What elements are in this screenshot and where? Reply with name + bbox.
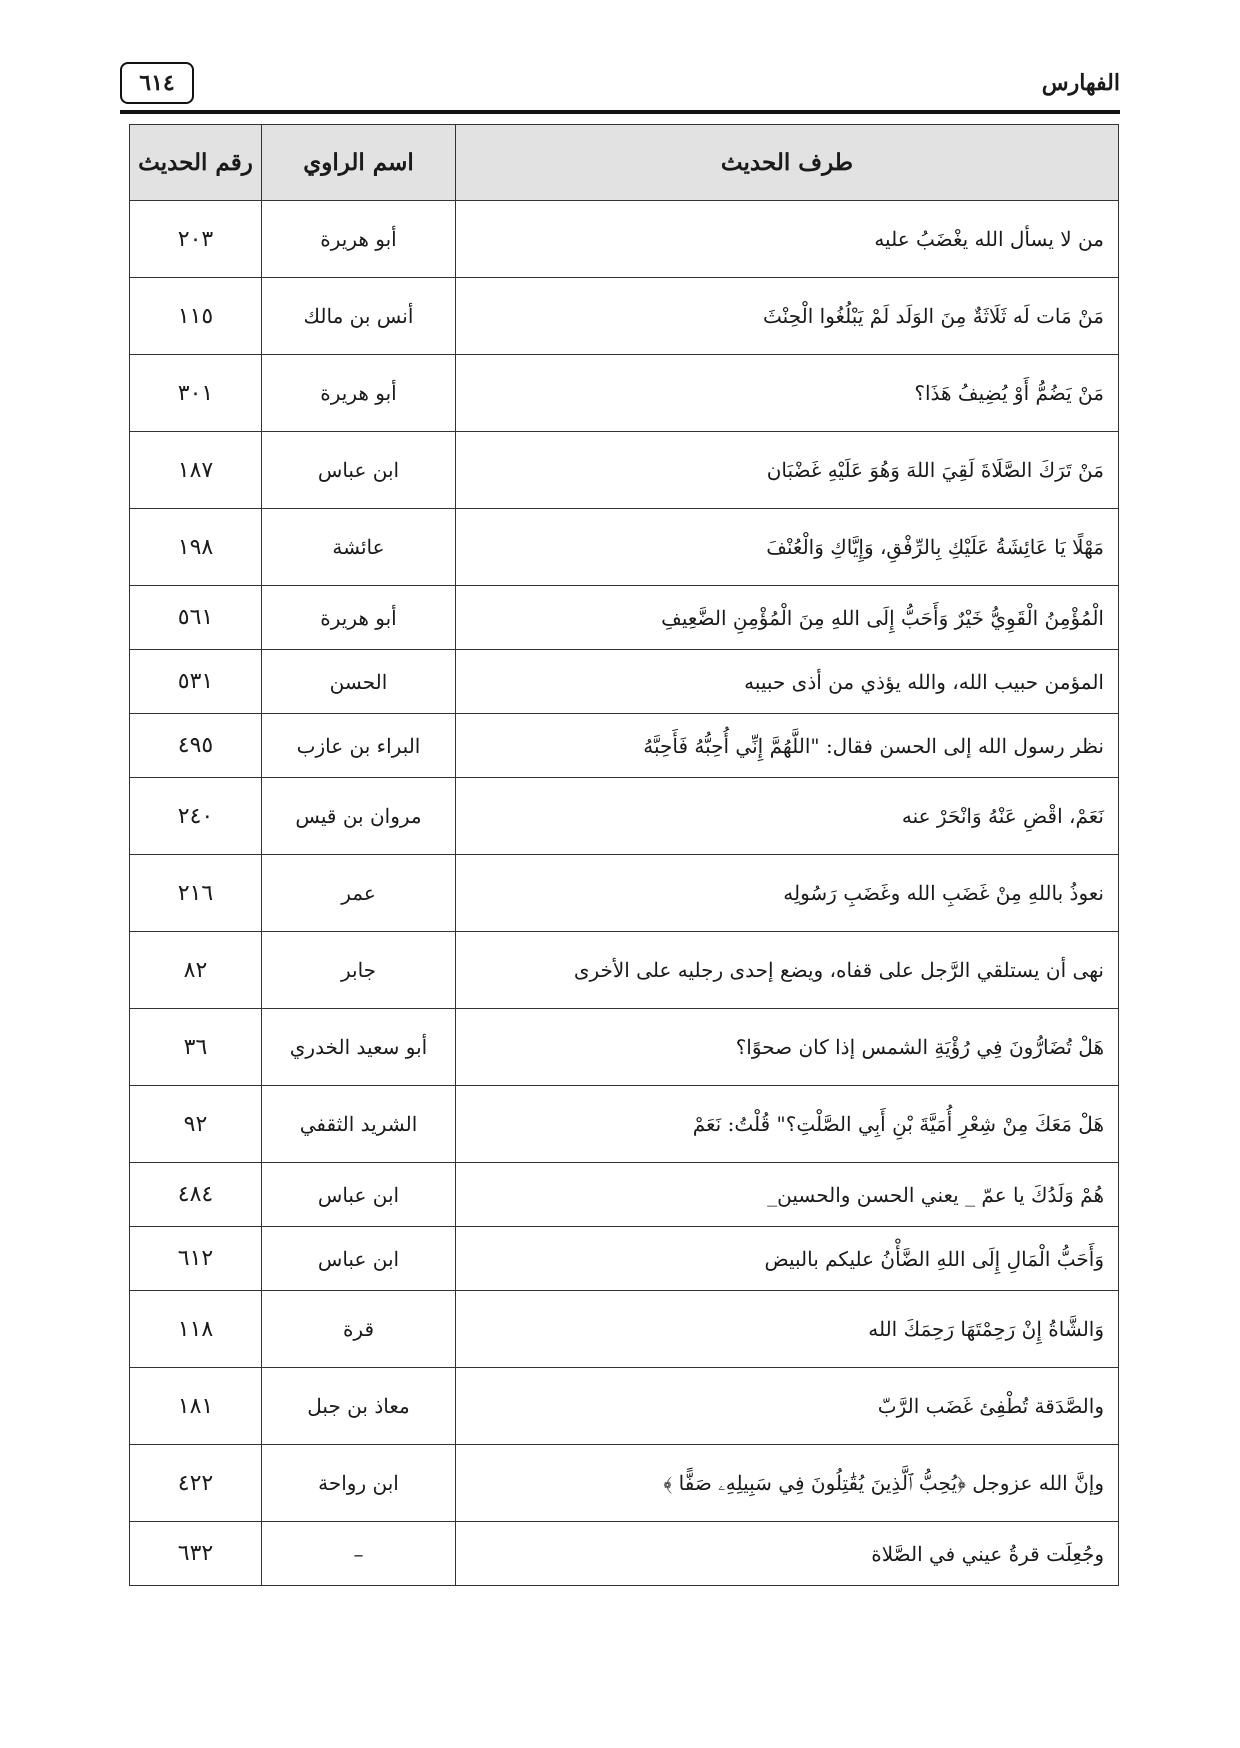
table-row — [130, 1227, 1119, 1291]
page-number: ٦١٤ — [120, 62, 194, 104]
hadith-number-cell: ٢٤٠ — [130, 778, 262, 855]
hadith-text-cell: نعوذُ باللهِ مِنْ غَضَبِ الله وغَضَبِ رَسُولِه — [456, 855, 1119, 932]
table-row — [130, 855, 1119, 932]
hadith-text-cell: مَنْ يَضُمُّ أَوْ يُضِيفُ هَذَا؟ — [456, 355, 1119, 432]
hadith-text-cell: هَلْ تُضَارُّونَ فِي رُؤْيَةِ الشمس إذا كان صحوًا؟ — [456, 1009, 1119, 1086]
hadith-number-cell: ٥٣١ — [130, 650, 262, 714]
table-row — [130, 650, 1119, 714]
column-header-narrator: اسم الراوي — [262, 125, 456, 201]
hadith-text-cell: وَالشَّاةُ إِنْ رَحِمْتَهَا رَحِمَكَ الله — [456, 1291, 1119, 1368]
table-row — [130, 932, 1119, 1009]
column-header-hadith-text: طرف الحديث — [456, 125, 1119, 201]
hadith-number-cell: ١١٥ — [130, 278, 262, 355]
hadith-number-cell: ٣٠١ — [130, 355, 262, 432]
hadith-text-cell: وَأَحَبُّ الْمَالِ إِلَى اللهِ الضَّأْنُ عليكم بالبيض — [456, 1227, 1119, 1291]
hadith-text-cell: مَهْلًا يَا عَائِشَةُ عَلَيْكِ بِالرِّفْقِ، وَإِيَّاكِ وَالْعُنْفَ — [456, 509, 1119, 586]
table-row — [130, 1009, 1119, 1086]
hadith-number-cell: ٤٢٢ — [130, 1445, 262, 1522]
page-header — [120, 62, 1120, 108]
section-title: الفهارس — [1041, 70, 1120, 96]
narrator-cell: عائشة — [262, 509, 456, 586]
narrator-cell: ابن رواحة — [262, 1445, 456, 1522]
hadith-text-cell: مَنْ مَات لَه ثَلَاثَةٌ مِنَ الوَلَد لَمْ يَبْلُغُوا الْحِنْثَ — [456, 278, 1119, 355]
table-row — [130, 1291, 1119, 1368]
hadith-text-cell: وإنَّ الله عزوجل ﴿يُحِبُّ ٱلَّذِينَ يُقَٰتِلُونَ فِي سَبِيلِهِۦ صَفًّا ﴾ — [456, 1445, 1119, 1522]
table-row — [130, 1368, 1119, 1445]
narrator-cell: – — [262, 1522, 456, 1586]
hadith-number-cell: ٥٦١ — [130, 586, 262, 650]
narrator-cell: مروان بن قيس — [262, 778, 456, 855]
narrator-cell: أنس بن مالك — [262, 278, 456, 355]
narrator-cell: ابن عباس — [262, 1227, 456, 1291]
table-header-row — [130, 125, 1119, 201]
narrator-cell: معاذ بن جبل — [262, 1368, 456, 1445]
narrator-cell: أبو هريرة — [262, 586, 456, 650]
table-row — [130, 714, 1119, 778]
hadith-number-cell: ١٩٨ — [130, 509, 262, 586]
column-header-hadith-number: رقم الحديث — [130, 125, 262, 201]
narrator-cell: ابن عباس — [262, 432, 456, 509]
hadith-text-cell: نظر رسول الله إلى الحسن فقال: "اللَّهُمَّ إِنِّي أُحِبُّهُ فَأَحِبَّهُ — [456, 714, 1119, 778]
hadith-text-cell: هُمْ وَلَدُكَ يا عمّ _ يعني الحسن والحسين_ — [456, 1163, 1119, 1227]
hadith-index-table — [129, 124, 1119, 1586]
hadith-text-cell: وجُعِلَت قرةُ عيني في الصَّلاة — [456, 1522, 1119, 1586]
narrator-cell: البراء بن عازب — [262, 714, 456, 778]
table-row — [130, 1086, 1119, 1163]
header-divider — [120, 110, 1120, 114]
hadith-number-cell: ٩٢ — [130, 1086, 262, 1163]
narrator-cell: أبو هريرة — [262, 355, 456, 432]
narrator-cell: الحسن — [262, 650, 456, 714]
narrator-cell: ابن عباس — [262, 1163, 456, 1227]
narrator-cell: أبو هريرة — [262, 201, 456, 278]
narrator-cell: جابر — [262, 932, 456, 1009]
hadith-text-cell: نَعَمْ، اقْضِ عَنْهُ وَانْحَرْ عنه — [456, 778, 1119, 855]
table-row — [130, 432, 1119, 509]
hadith-number-cell: ٨٢ — [130, 932, 262, 1009]
narrator-cell: الشريد الثقفي — [262, 1086, 456, 1163]
narrator-cell: أبو سعيد الخدري — [262, 1009, 456, 1086]
narrator-cell: قرة — [262, 1291, 456, 1368]
hadith-number-cell: ١١٨ — [130, 1291, 262, 1368]
table-body — [130, 201, 1119, 1586]
table-row — [130, 355, 1119, 432]
table-row — [130, 586, 1119, 650]
hadith-text-cell: من لا يسأل الله يغْضَبُ عليه — [456, 201, 1119, 278]
table-row — [130, 201, 1119, 278]
table-row — [130, 778, 1119, 855]
hadith-number-cell: ٣٦ — [130, 1009, 262, 1086]
table-row — [130, 1445, 1119, 1522]
hadith-text-cell: المؤمن حبيب الله، والله يؤذي من أذى حبيبه — [456, 650, 1119, 714]
hadith-number-cell: ٦٣٢ — [130, 1522, 262, 1586]
narrator-cell: عمر — [262, 855, 456, 932]
hadith-text-cell: والصَّدَقة تُطْفِئ غَضَب الرَّبّ — [456, 1368, 1119, 1445]
table-row — [130, 1522, 1119, 1586]
hadith-text-cell: هَلْ مَعَكَ مِنْ شِعْرِ أُمَيَّةَ بْنِ أَبِي الصَّلْتِ؟" قُلْتُ: نَعَمْ — [456, 1086, 1119, 1163]
table-row — [130, 278, 1119, 355]
hadith-number-cell: ٤٨٤ — [130, 1163, 262, 1227]
hadith-text-cell: نهى أن يستلقي الرَّجل على قفاه، ويضع إحدى رجليه على الأخرى — [456, 932, 1119, 1009]
hadith-text-cell: الْمُؤْمِنُ الْقَوِيُّ خَيْرٌ وَأَحَبُّ إِلَى اللهِ مِنَ الْمُؤْمِنِ الضَّعِيفِ — [456, 586, 1119, 650]
hadith-number-cell: ٢٠٣ — [130, 201, 262, 278]
hadith-number-cell: ٤٩٥ — [130, 714, 262, 778]
hadith-number-cell: ٢١٦ — [130, 855, 262, 932]
table-row — [130, 1163, 1119, 1227]
hadith-number-cell: ١٨٧ — [130, 432, 262, 509]
hadith-text-cell: مَنْ تَرَكَ الصَّلَاةَ لَقِيَ اللهَ وَهُوَ عَلَيْهِ غَضْبَان — [456, 432, 1119, 509]
hadith-number-cell: ٦١٢ — [130, 1227, 262, 1291]
hadith-number-cell: ١٨١ — [130, 1368, 262, 1445]
table-row — [130, 509, 1119, 586]
